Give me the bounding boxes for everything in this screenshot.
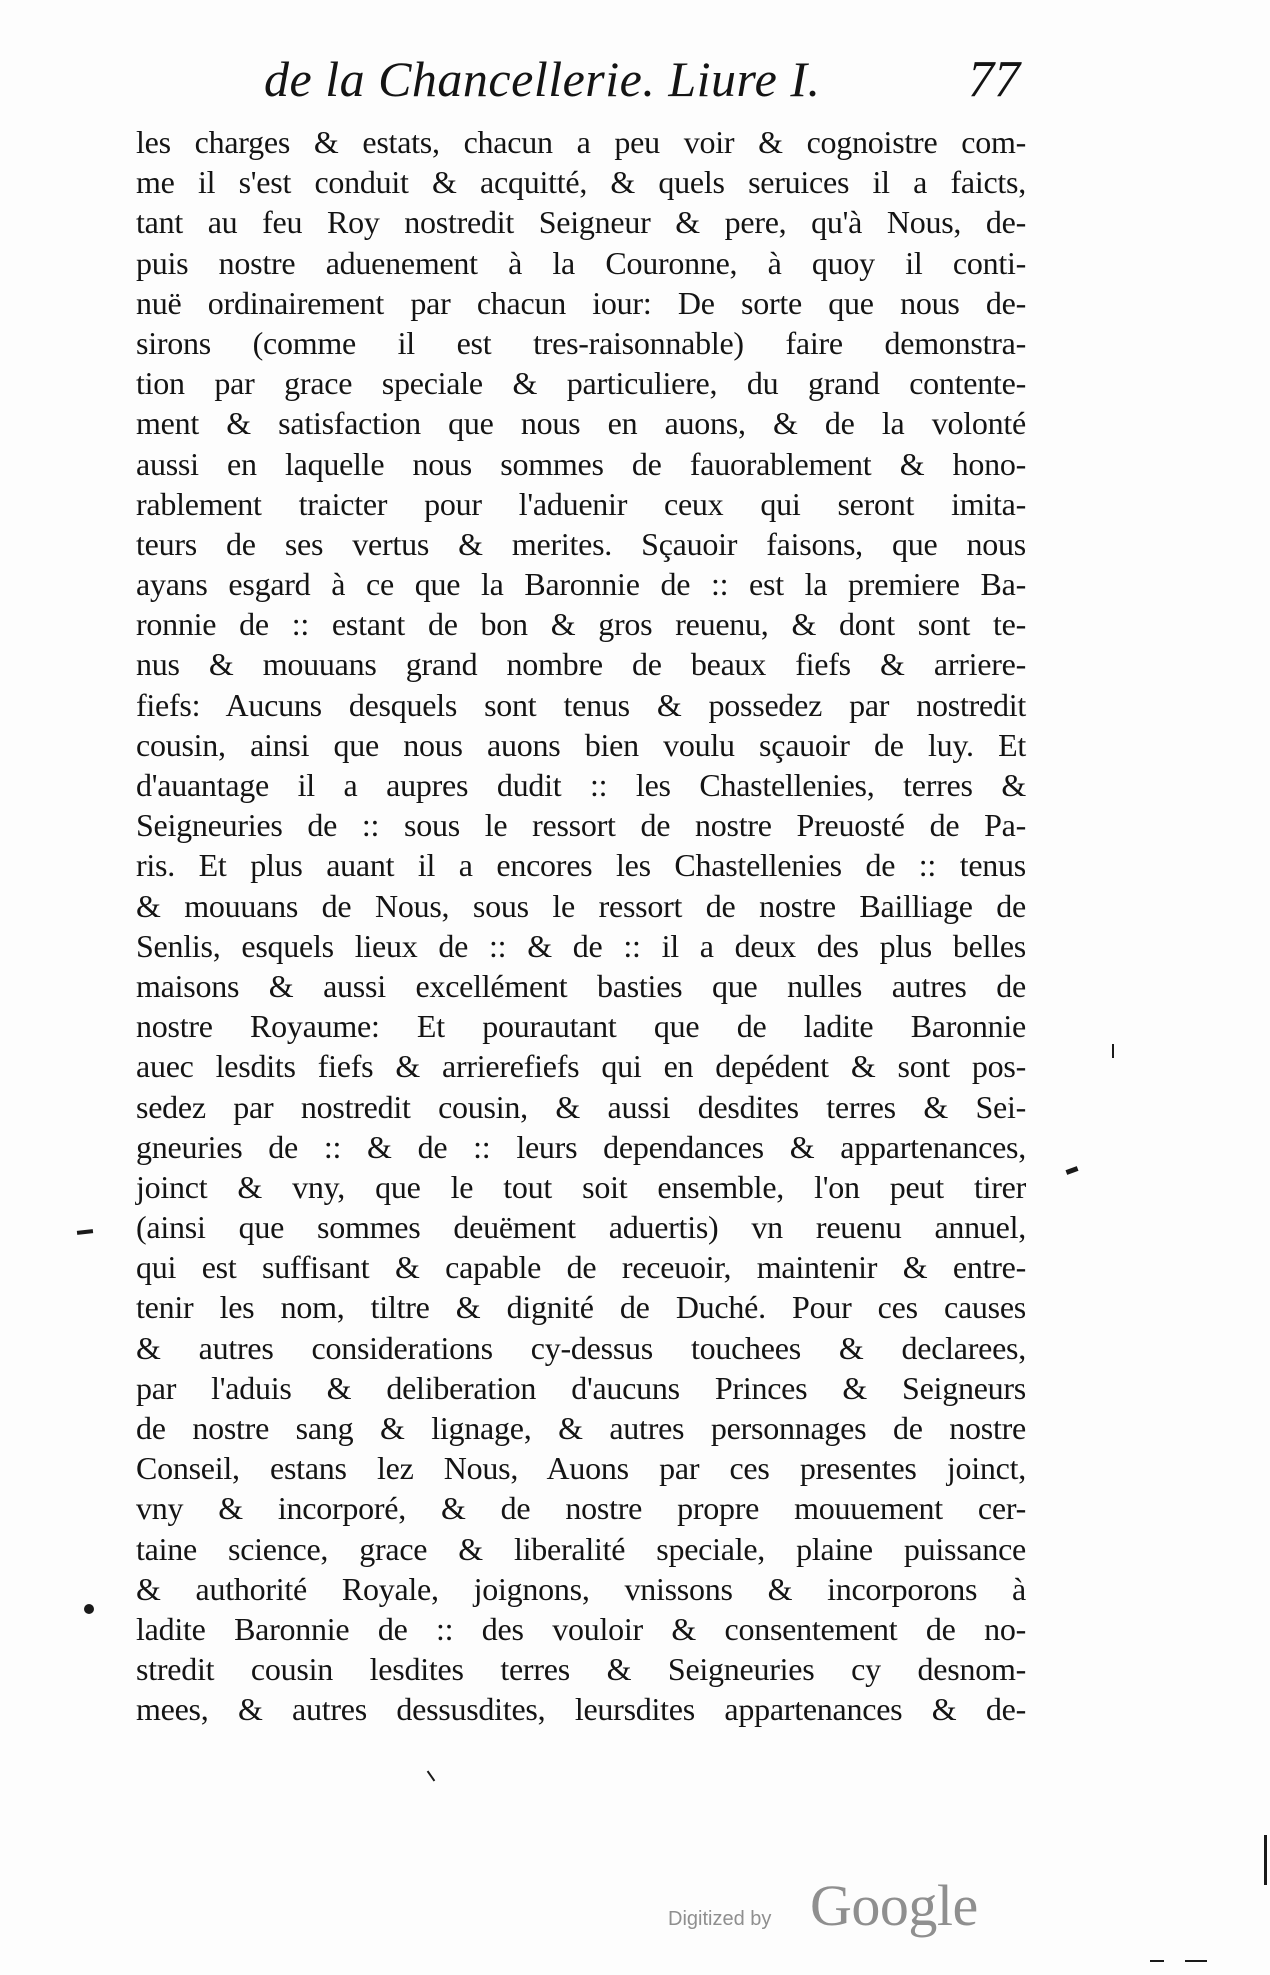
google-logo: Google — [810, 1873, 978, 1938]
page-edge-mark — [1185, 1960, 1207, 1962]
text-line: nuë ordinairement par chacun iour: De sorte que nous de- — [136, 284, 1026, 321]
text-line: gneuries de :: & de :: leurs dependances & appartenances, — [136, 1128, 1026, 1165]
text-line: rablement traicter pour l'aduenir ceux qui seront imita- — [136, 485, 1026, 522]
page-edge-mark — [1150, 1960, 1164, 1962]
digitized-watermark — [668, 1872, 1008, 1952]
text-line: taine science, grace & liberalité speciale, plaine puissance — [136, 1530, 1026, 1567]
text-line: sedez par nostredit cousin, & aussi desdites terres & Sei- — [136, 1088, 1026, 1125]
text-line: de nostre sang & lignage, & autres personnages de nostre — [136, 1410, 1026, 1446]
text-line: tion par grace speciale & particuliere, du grand contente- — [136, 365, 1026, 402]
text-line: teurs de ses vertus & merites. Sçauoir faisons, que nous — [136, 525, 1026, 562]
text-line: vny & incorporé, & de nostre propre mouuement cer- — [136, 1490, 1026, 1527]
text-line: qui est suffisant & capable de receuoir, maintenir & entre- — [136, 1249, 1026, 1286]
text-line: & authorité Royale, joignons, vnissons & incorporons à — [136, 1570, 1026, 1607]
text-line: joinct & vny, que le tout soit ensemble, l'on peut tirer — [136, 1168, 1026, 1205]
text-line: sirons (comme il est tres-raisonnable) faire demonstra- — [136, 324, 1026, 361]
body-text — [136, 122, 1026, 1730]
text-line: mees, & autres dessusdites, leursdites appartenances & de- — [136, 1691, 1026, 1728]
text-line: auec lesdits fiefs & arrierefiefs qui en depédent & sont pos- — [136, 1048, 1026, 1085]
text-line: (ainsi que sommes deuëment aduertis) vn reuenu annuel, — [136, 1209, 1026, 1246]
page-edge-mark — [1264, 1835, 1267, 1885]
text-line: ronnie de :: estant de bon & gros reuenu, & dont sont te- — [136, 606, 1026, 643]
text-line: Senlis, esquels lieux de :: & de :: il a deux des plus belles — [136, 927, 1026, 964]
running-head — [240, 46, 1060, 116]
text-line: nostre Royaume: Et pourautant que de ladite Baronnie — [136, 1008, 1026, 1045]
running-head-title: de la Chancellerie. Liure I. — [264, 51, 821, 107]
text-line: les charges & estats, chacun a peu voir & cognoistre com- — [136, 124, 1026, 160]
text-line: tant au feu Roy nostredit Seigneur & pere, qu'à Nous, de- — [136, 204, 1026, 241]
watermark-prefix: Digitized by — [668, 1908, 772, 1930]
text-line: & mouuans de Nous, sous le ressort de nostre Bailliage de — [136, 887, 1026, 924]
text-line: ayans esgard à ce que la Baronnie de :: est la premiere Ba- — [136, 566, 1026, 603]
stray-ink-mark — [427, 1771, 436, 1782]
text-line: tenir les nom, tiltre & dignité de Duché. Pour ces causes — [136, 1289, 1026, 1326]
text-line: maisons & aussi excellément basties que nulles autres de — [136, 967, 1026, 1004]
text-line: d'auantage il a aupres dudit :: les Chastellenies, terres & — [136, 767, 1026, 803]
text-line: Seigneuries de :: sous le ressort de nostre Preuosté de Pa- — [136, 807, 1026, 844]
text-line: ris. Et plus auant il a encores les Chastellenies de :: tenus — [136, 847, 1026, 884]
margin-dash-mark — [77, 1229, 93, 1235]
text-line: nus & mouuans grand nombre de beaux fiefs & arriere- — [136, 646, 1026, 683]
text-line: aussi en laquelle nous sommes de fauorablement & hono- — [136, 445, 1026, 482]
text-line: Conseil, estans lez Nous, Auons par ces presentes joinct, — [136, 1450, 1026, 1487]
text-line: me il s'est conduit & acquitté, & quels seruices il a faicts, — [136, 164, 1026, 201]
margin-tick-mark — [1112, 1044, 1114, 1058]
page-number: 77 — [968, 51, 1020, 108]
margin-tick-mark — [1066, 1166, 1079, 1175]
text-line: stredit cousin lesdites terres & Seigneuries cy desnom- — [136, 1651, 1026, 1688]
text-line: fiefs: Aucuns desquels sont tenus & possedez par nostredit — [136, 686, 1026, 723]
text-line: puis nostre aduenement à la Couronne, à quoy il conti- — [136, 244, 1026, 281]
text-line: ment & satisfaction que nous en auons, & de la volonté — [136, 405, 1026, 442]
margin-dot-mark — [84, 1604, 94, 1614]
text-line: ladite Baronnie de :: des vouloir & consentement de no- — [136, 1610, 1026, 1647]
text-line: cousin, ainsi que nous auons bien voulu sçauoir de luy. Et — [136, 726, 1026, 763]
text-line: & autres considerations cy-dessus touchees & declarees, — [136, 1329, 1026, 1366]
text-line: par l'aduis & deliberation d'aucuns Princes & Seigneurs — [136, 1369, 1026, 1406]
